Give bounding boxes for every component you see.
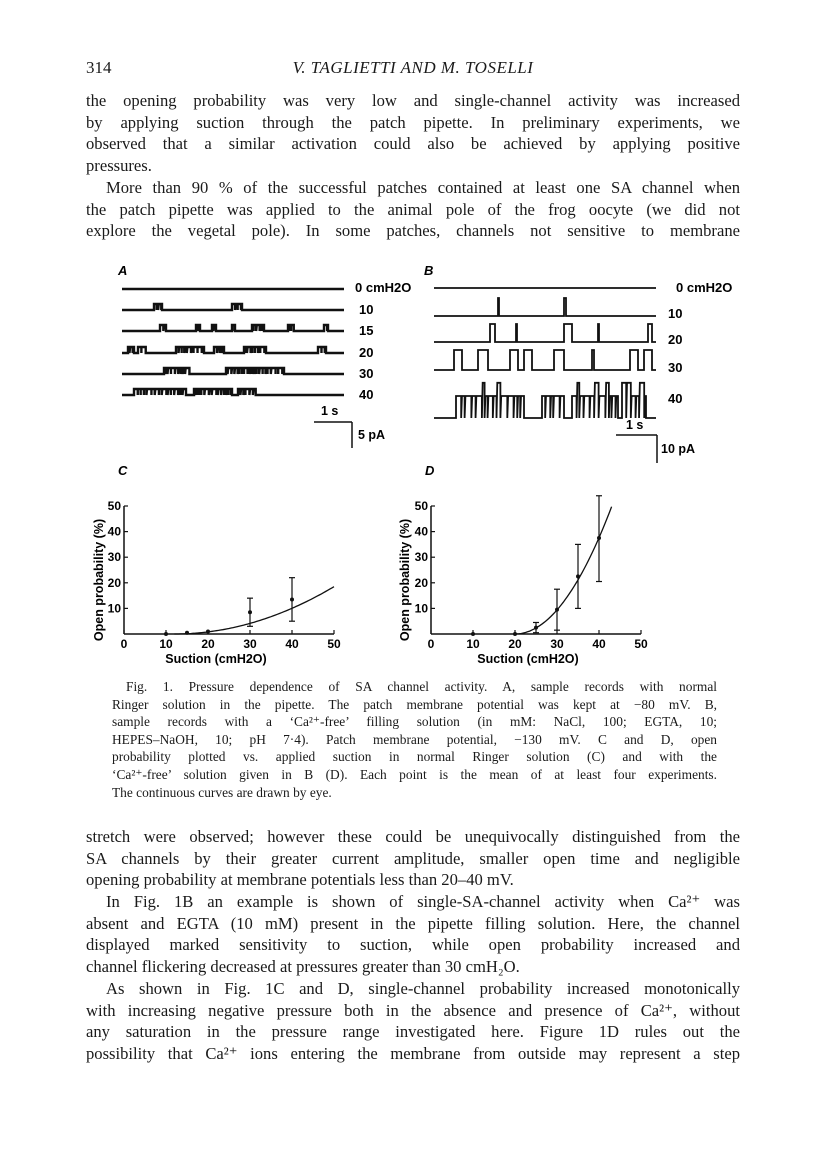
panel-b-pressure-labels <box>668 306 682 406</box>
text-line: observed that a similar activation could also be achieved by applying positive <box>86 134 740 154</box>
y-tick-label: 40 <box>414 524 428 539</box>
text-line: More than 90 % of the successful patches contained at least one SA channel when <box>106 178 740 197</box>
trace-b-row <box>434 350 656 370</box>
caption-line: Ringer solution in the pipette. The patch membrane potential was kept at −80 mV. B, <box>112 696 717 712</box>
text-line: any saturation in the pressure range investigated here. Figure 1D rules out the <box>86 1022 740 1042</box>
panel-b <box>424 263 732 463</box>
caption-line: ‘Ca²⁺-free’ solution given in B (D). Each point is the mean of at least four experiments. <box>112 766 717 782</box>
pressure-label-b: 20 <box>668 332 683 347</box>
panel-b-traces <box>434 288 656 418</box>
panel-c-xlabel: Suction (cmH2O) <box>165 652 267 666</box>
data-point <box>555 608 559 612</box>
pressure-label-a: 10 <box>359 302 374 317</box>
panel-d-label: D <box>425 463 435 478</box>
text-line: possibility that Ca²⁺ ions entering the membrane from outside may represent a step <box>86 1043 740 1063</box>
top-paragraph-2 <box>86 177 740 242</box>
pressure-label-b: 10 <box>668 306 683 321</box>
text-line: by applying suction through the patch pipette. In preliminary experiments, we <box>86 112 740 132</box>
bottom-paragraph-1 <box>86 826 740 891</box>
data-point <box>471 632 475 636</box>
text-line: explore the vegetal pole). In some patches, channels not sensitive to membrane <box>86 221 740 241</box>
panel-b-zero-label: 0 cmH2O <box>676 280 733 295</box>
data-point <box>248 610 252 614</box>
data-point <box>206 629 210 633</box>
x-tick-label: 10 <box>159 637 173 651</box>
x-tick-label: 20 <box>201 637 215 651</box>
figure-1 <box>86 258 746 678</box>
y-tick-label: 50 <box>414 499 428 513</box>
panel-b-current-scale-label: 10 pA <box>661 442 696 456</box>
panel-d-ylabel: Open probability (%) <box>398 518 412 642</box>
panel-c <box>92 463 341 666</box>
text-line: stretch were observed; however these could be unequivocally distinguished from the <box>86 827 740 846</box>
x-tick-label: 20 <box>508 637 522 651</box>
figure-canvas <box>86 258 746 678</box>
caption-line: The continuous curves are drawn by eye. <box>112 784 332 800</box>
top-paragraph-1 <box>86 90 740 176</box>
panel-b-time-scale-label: 1 s <box>626 418 644 432</box>
text-line: channel flickering decreased at pressures greater than 30 cmH₂O. <box>86 956 520 976</box>
panel-c-label: C <box>118 463 128 478</box>
pressure-label-b: 40 <box>668 391 683 406</box>
y-tick-label: 10 <box>107 601 121 616</box>
x-tick-label: 0 <box>120 637 128 651</box>
panel-a-zero-label: 0 cmH2O <box>355 280 412 295</box>
text-line: absent and EGTA (10 mM) present in the pipette filling solution. Here, the channel <box>86 913 740 933</box>
y-tick-label: 30 <box>107 550 121 565</box>
text-line: opening probability at membrane potentials less than 20–40 mV. <box>86 870 514 890</box>
x-tick-label: 30 <box>550 637 564 651</box>
x-tick-label: 30 <box>243 637 257 651</box>
trace-a-row <box>122 325 344 331</box>
trace-b-row <box>434 324 656 342</box>
text-line: pressures. <box>86 155 152 175</box>
text-line: displayed marked sensitivity to suction, while open probability increased and <box>86 935 740 955</box>
x-tick-label: 0 <box>427 637 435 651</box>
x-tick-label: 50 <box>634 637 648 651</box>
x-tick-label: 40 <box>592 637 606 651</box>
pressure-label-b: 30 <box>668 360 683 375</box>
y-tick-label: 20 <box>107 575 121 590</box>
caption-line: Fig. 1. Pressure dependence of SA channel activity. A, sample records with normal <box>126 679 717 694</box>
text-line: SA channels by their greater current amplitude, smaller open time and negligible <box>86 848 740 868</box>
y-tick-label: 10 <box>414 601 428 616</box>
panel-a-current-scale-label: 5 pA <box>358 428 386 442</box>
data-point <box>576 574 580 578</box>
data-point <box>597 536 601 540</box>
data-point <box>185 631 189 635</box>
pressure-label-a: 20 <box>359 345 374 360</box>
trace-a-row <box>122 347 344 353</box>
text-line: As shown in Fig. 1C and D, single-channel probability increased monotonically <box>106 979 740 998</box>
panel-b-label: B <box>424 263 434 278</box>
panel-a-time-scale-label: 1 s <box>321 404 339 418</box>
data-point <box>290 597 294 601</box>
y-tick-label: 50 <box>107 499 121 513</box>
x-tick-label: 50 <box>327 637 341 651</box>
page-number: 314 <box>86 58 112 77</box>
data-point <box>164 632 168 636</box>
page-header <box>86 58 740 82</box>
text-line: In Fig. 1B an example is shown of single-SA-channel activity when Ca²⁺ was <box>106 892 740 911</box>
y-tick-label: 30 <box>414 550 428 565</box>
caption-line: probability plotted vs. applied suction in normal Ringer solution (C) and with the <box>112 749 717 765</box>
trace-b-row <box>434 383 656 418</box>
running-title: V. TAGLIETTI AND M. TOSELLI <box>292 58 534 77</box>
caption-line: sample records with a ‘Ca²⁺-free’ filling solution (in mM: NaCl, 100; EGTA, 10; <box>112 714 717 730</box>
text-line: the patch pipette was applied to the animal pole of the frog oocyte (we did not <box>86 199 740 219</box>
pressure-label-a: 40 <box>359 387 374 402</box>
y-tick-label: 40 <box>107 524 121 539</box>
fit-curve <box>515 507 612 634</box>
trace-b-row <box>434 298 656 316</box>
figure-caption <box>112 678 717 801</box>
text-line: the opening probability was very low and single-channel activity was increased <box>86 91 740 110</box>
panel-a <box>117 263 411 448</box>
panel-d-xlabel: Suction (cmH2O) <box>477 652 579 666</box>
panel-d <box>398 463 648 666</box>
bottom-paragraph-2 <box>86 891 740 977</box>
bottom-paragraph-3 <box>86 978 740 1064</box>
pressure-label-a: 15 <box>359 323 374 338</box>
panel-a-traces <box>122 289 344 395</box>
fit-curve <box>174 587 334 634</box>
panel-a-pressure-labels <box>359 302 373 402</box>
panel-a-label: A <box>118 263 128 278</box>
trace-a-row <box>122 304 344 310</box>
y-tick-label: 20 <box>414 575 428 590</box>
caption-line: HEPES–NaOH, 10; pH 7·4). Patch membrane potential, −130 mV. C and D, open <box>112 731 717 747</box>
text-line: with increasing negative pressure both in the absence and presence of Ca²⁺, without <box>86 1000 740 1020</box>
x-tick-label: 40 <box>285 637 299 651</box>
trace-a-row <box>122 389 344 395</box>
pressure-label-a: 30 <box>359 366 374 381</box>
x-tick-label: 10 <box>466 637 480 651</box>
data-point <box>513 632 517 636</box>
data-point <box>534 626 538 630</box>
panel-c-ylabel: Open probability (%) <box>92 518 106 642</box>
trace-a-row <box>122 368 344 374</box>
